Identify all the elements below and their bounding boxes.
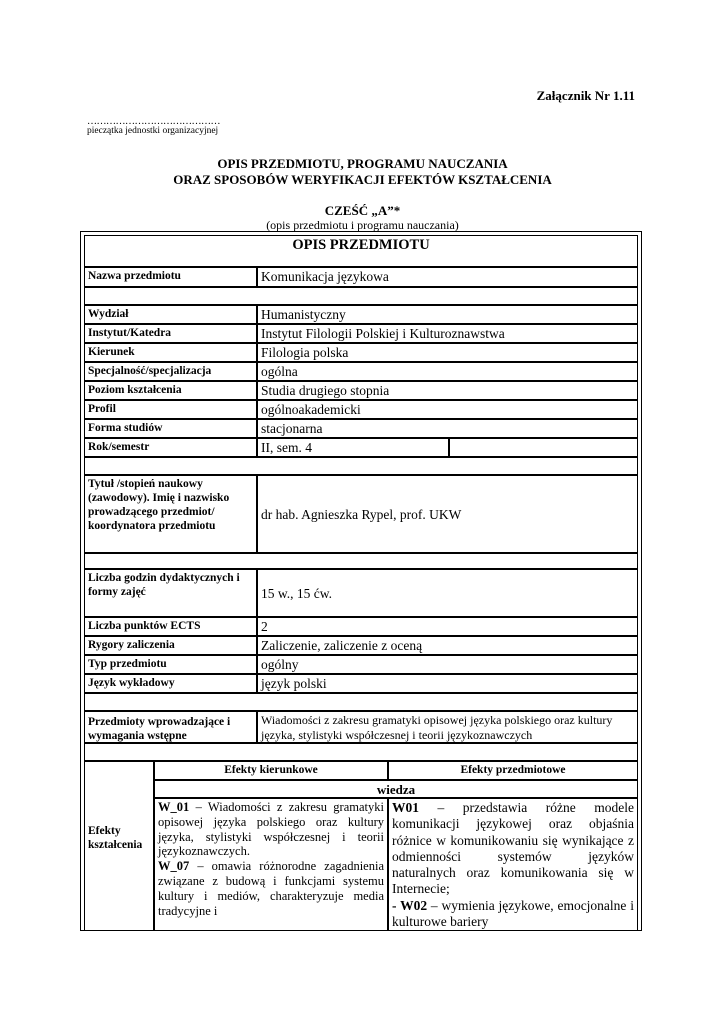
outcome-text-w07: – omawia różnorodne zagadnienia związane z budową i funkcjami systemu kultury i mediów, charakteryzuje media tradycyjne i <box>158 859 384 918</box>
outcome-code-subj-w02: - W02 <box>392 897 428 913</box>
document-title-line1: OPIS PRZEDMIOTU, PROGRAMU NAUCZANIA <box>217 156 508 171</box>
value-faculty: Humanistyczny <box>257 305 638 324</box>
value-rigors: Zaliczenie, zaliczenie z oceną <box>257 636 638 655</box>
outcome-text-w01: – Wiadomości z zakresu gramatyki opisowej języka polskiego oraz kultury języka, stylistyki współczesnej i teorii językoznawczych. <box>158 800 384 859</box>
label-specialty: Specjalność/specjalizacja <box>84 362 257 381</box>
value-prerequisites: Wiadomości z zakresu gramatyki opisowej języka polskiego oraz kultury języka, stylistyki współczesnej i teorii językoznawczych <box>257 711 638 743</box>
label-language: Język wykładowy <box>84 674 257 693</box>
label-course-type: Typ przedmiotu <box>84 655 257 674</box>
label-faculty: Wydział <box>84 305 257 324</box>
label-rigors: Rygory zaliczenia <box>84 636 257 655</box>
stamp-label: pieczątka jednostki organizacyjnej <box>87 126 219 136</box>
label-level: Poziom kształcenia <box>84 381 257 400</box>
label-field: Kierunek <box>84 343 257 362</box>
section-title: OPIS PRZEDMIOTU <box>84 235 638 267</box>
field-outcomes-knowledge <box>154 798 388 931</box>
header-field-outcomes: Efekty kierunkowe <box>154 761 388 780</box>
value-institute: Instytut Filologii Polskiej i Kulturoznawstwa <box>257 324 638 343</box>
value-course-type: ogólny <box>257 655 638 674</box>
value-course-name: Komunikacja językowa <box>257 267 638 287</box>
label-year-semester: Rok/semestr <box>84 438 257 457</box>
knowledge-header: wiedza <box>154 780 638 798</box>
attachment-number: Załącznik Nr 1.11 <box>536 88 635 103</box>
outcome-text-subj-w02: – wymienia językowe, emocjonalne i kulturowe bariery <box>392 897 634 930</box>
document-title-line2: ORAZ SPOSOBÓW WERYFIKACJI EFEKTÓW KSZTAŁCENIA <box>173 172 552 187</box>
value-language: język polski <box>257 674 638 693</box>
value-hours: 15 w., 15 ćw. <box>257 569 638 617</box>
course-description-table <box>84 235 638 931</box>
value-field: Filologia polska <box>257 343 638 362</box>
label-lecturer: Tytuł /stopień naukowy (zawodowy). Imię i nazwisko prowadzącego przedmiot/ koordynatora przedmiotu <box>84 475 257 553</box>
value-study-form: stacjonarna <box>257 419 638 438</box>
value-level: Studia drugiego stopnia <box>257 381 638 400</box>
spacer-row <box>84 743 638 761</box>
empty-cell <box>449 438 638 457</box>
outcome-code-w07: W_07 <box>158 859 190 874</box>
part-title: CZEŚĆ „A”* <box>324 203 401 218</box>
label-learning-outcomes: Efekty kształcenia <box>84 761 154 931</box>
label-study-form: Forma studiów <box>84 419 257 438</box>
label-institute: Instytut/Katedra <box>84 324 257 343</box>
value-lecturer: dr hab. Agnieszka Rypel, prof. UKW <box>257 475 638 553</box>
label-profile: Profil <box>84 400 257 419</box>
label-ects: Liczba punktów ECTS <box>84 617 257 636</box>
value-ects: 2 <box>257 617 638 636</box>
value-profile: ogólnoakademicki <box>257 400 638 419</box>
outcome-code-subj-w01: W01 <box>392 800 419 815</box>
spacer-row <box>84 457 638 475</box>
outcome-text-subj-w01: – przedstawia różne modele komunikacji językowej oraz objaśnia różnice w komunikowaniu się wynikające z odmienności systemów języków naturalnych oraz komunikowania się w Internecie; <box>392 800 634 897</box>
outcome-code-w01: W_01 <box>158 800 190 814</box>
part-subtitle: (opis przedmiotu i programu nauczania) <box>266 218 459 232</box>
label-hours: Liczba godzin dydaktycznych i formy zajęć <box>84 569 257 617</box>
spacer-row <box>84 693 638 711</box>
stamp-placeholder-line: …………………………………… <box>87 116 220 127</box>
value-year-semester: II, sem. 4 <box>257 438 449 457</box>
label-course-name: Nazwa przedmiotu <box>84 267 257 287</box>
value-specialty: ogólna <box>257 362 638 381</box>
header-subject-outcomes: Efekty przedmiotowe <box>388 761 638 780</box>
subject-outcomes-knowledge <box>388 798 638 931</box>
label-prerequisites: Przedmioty wprowadzające i wymagania wstępne <box>84 711 257 743</box>
spacer-row <box>84 553 638 569</box>
spacer-row <box>84 287 638 305</box>
